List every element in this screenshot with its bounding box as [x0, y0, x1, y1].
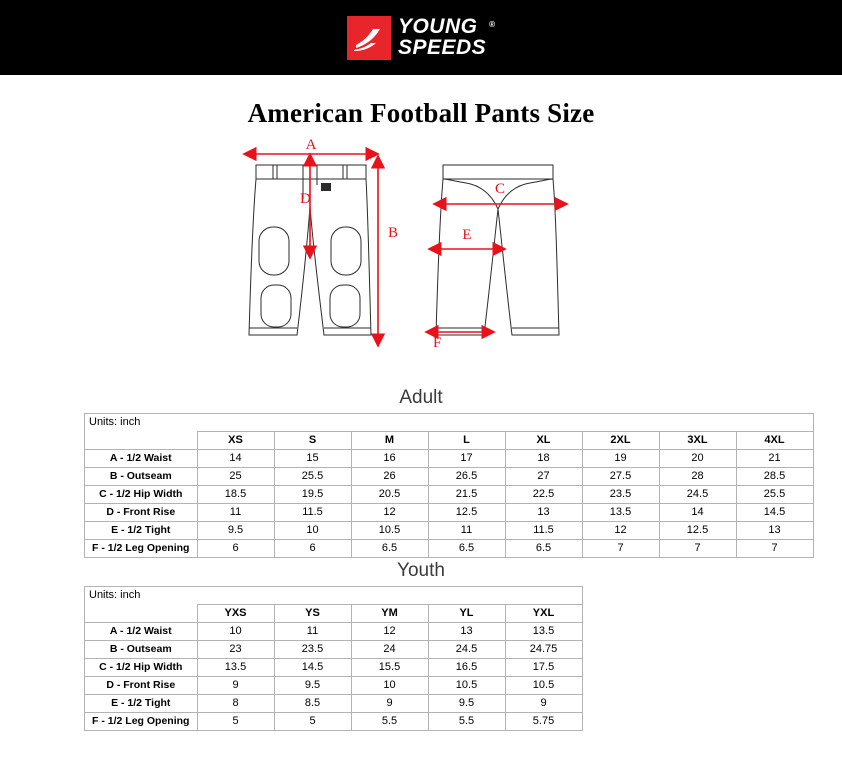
table-cell: 14.5	[736, 504, 813, 522]
header-corner-cell	[85, 432, 198, 450]
column-header: 4XL	[736, 432, 813, 450]
units-row	[85, 414, 814, 432]
table-cell: 10	[274, 522, 351, 540]
table-cell: 9.5	[197, 522, 274, 540]
table-cell: 19.5	[274, 486, 351, 504]
table-cell: 10.5	[505, 677, 582, 695]
column-header: YXS	[197, 605, 274, 623]
units-spacer	[197, 587, 582, 605]
column-header: YM	[351, 605, 428, 623]
table-cell: 12	[582, 522, 659, 540]
table-cell: 5	[274, 713, 351, 731]
table-cell: 7	[582, 540, 659, 558]
table-cell: 11	[428, 522, 505, 540]
column-header: YL	[428, 605, 505, 623]
front-tag-icon	[321, 183, 331, 191]
table-cell: 12.5	[428, 504, 505, 522]
units-spacer	[197, 414, 813, 432]
table-cell: 28	[659, 468, 736, 486]
table-cell: 7	[736, 540, 813, 558]
table-cell: 25.5	[274, 468, 351, 486]
adult-size-table	[84, 413, 814, 558]
table-row	[85, 695, 583, 713]
table-cell: 24	[351, 641, 428, 659]
table-cell: 16	[351, 450, 428, 468]
row-header: F - 1/2 Leg Opening	[85, 540, 198, 558]
column-header: S	[274, 432, 351, 450]
row-header: C - 1/2 Hip Width	[85, 486, 198, 504]
table-cell: 18	[505, 450, 582, 468]
table-row	[85, 623, 583, 641]
table-cell: 10	[197, 623, 274, 641]
table-cell: 15	[274, 450, 351, 468]
table-header-row	[85, 605, 583, 623]
brand-line-2: SPEEDS	[397, 35, 487, 59]
table-row	[85, 677, 583, 695]
table-cell: 5	[197, 713, 274, 731]
table-cell: 27	[505, 468, 582, 486]
site-header	[0, 0, 842, 75]
table-cell: 20.5	[351, 486, 428, 504]
units-label: Units: inch	[85, 414, 198, 432]
table-cell: 13.5	[197, 659, 274, 677]
table-cell: 9.5	[428, 695, 505, 713]
table-cell: 18.5	[197, 486, 274, 504]
table-cell: 26.5	[428, 468, 505, 486]
row-header: E - 1/2 Tight	[85, 522, 198, 540]
table-cell: 6	[274, 540, 351, 558]
column-header: M	[351, 432, 428, 450]
registered-mark: ®	[489, 19, 496, 29]
measure-f-label: F	[433, 335, 442, 351]
table-cell: 11.5	[274, 504, 351, 522]
brand-line-1: YOUNG	[397, 14, 478, 38]
table-cell: 17.5	[505, 659, 582, 677]
table-cell: 24.5	[659, 486, 736, 504]
table-row	[85, 540, 814, 558]
speed-swoosh-icon	[354, 25, 384, 51]
table-cell: 13.5	[582, 504, 659, 522]
table-cell: 8.5	[274, 695, 351, 713]
table-cell: 23.5	[274, 641, 351, 659]
table-cell: 8	[197, 695, 274, 713]
row-header: C - 1/2 Hip Width	[85, 659, 198, 677]
header-corner-cell	[85, 605, 198, 623]
table-cell: 14	[197, 450, 274, 468]
table-cell: 20	[659, 450, 736, 468]
measure-e-label: E	[462, 227, 472, 243]
table-cell: 15.5	[351, 659, 428, 677]
table-cell: 9	[351, 695, 428, 713]
table-cell: 11	[197, 504, 274, 522]
table-cell: 9.5	[274, 677, 351, 695]
row-header: B - Outseam	[85, 468, 198, 486]
measure-a-label: A	[305, 137, 317, 153]
table-cell: 13	[736, 522, 813, 540]
table-row	[85, 468, 814, 486]
column-header: XS	[197, 432, 274, 450]
table-cell: 19	[582, 450, 659, 468]
youth-size-table	[84, 586, 583, 731]
youth-table-wrap	[0, 586, 842, 731]
column-header: YS	[274, 605, 351, 623]
table-cell: 23.5	[582, 486, 659, 504]
table-cell: 28.5	[736, 468, 813, 486]
measure-b-label: B	[388, 225, 399, 241]
row-header: D - Front Rise	[85, 677, 198, 695]
row-header: E - 1/2 Tight	[85, 695, 198, 713]
table-cell: 6.5	[351, 540, 428, 558]
table-cell: 5.75	[505, 713, 582, 731]
column-header: YXL	[505, 605, 582, 623]
table-cell: 22.5	[505, 486, 582, 504]
measure-d-label: D	[300, 191, 311, 207]
table-row	[85, 522, 814, 540]
table-cell: 6.5	[505, 540, 582, 558]
table-row	[85, 641, 583, 659]
table-cell: 25	[197, 468, 274, 486]
table-cell: 14	[659, 504, 736, 522]
table-cell: 24.5	[428, 641, 505, 659]
page-title: American Football Pants Size	[247, 98, 595, 128]
table-cell: 5.5	[428, 713, 505, 731]
adult-section-caption: Adult	[399, 387, 443, 408]
logo-mark-icon	[347, 16, 391, 60]
table-cell: 9	[505, 695, 582, 713]
table-cell: 11.5	[505, 522, 582, 540]
table-header-row	[85, 432, 814, 450]
measure-c-label: C	[494, 181, 506, 197]
table-cell: 10	[351, 677, 428, 695]
brand-wordmark	[397, 14, 487, 59]
row-header: F - 1/2 Leg Opening	[85, 713, 198, 731]
table-row	[85, 659, 583, 677]
table-cell: 24.75	[505, 641, 582, 659]
brand-logo	[347, 16, 495, 60]
table-cell: 13	[428, 623, 505, 641]
table-row	[85, 504, 814, 522]
table-row	[85, 450, 814, 468]
column-header: 2XL	[582, 432, 659, 450]
youth-section-caption: Youth	[397, 560, 445, 581]
table-cell: 16.5	[428, 659, 505, 677]
row-header: B - Outseam	[85, 641, 198, 659]
table-cell: 21	[736, 450, 813, 468]
table-cell: 12.5	[659, 522, 736, 540]
units-label: Units: inch	[85, 587, 198, 605]
table-cell: 26	[351, 468, 428, 486]
row-header: A - 1/2 Waist	[85, 623, 198, 641]
table-cell: 25.5	[736, 486, 813, 504]
table-cell: 5.5	[351, 713, 428, 731]
table-cell: 12	[351, 623, 428, 641]
table-cell: 12	[351, 504, 428, 522]
table-cell: 14.5	[274, 659, 351, 677]
column-header: L	[428, 432, 505, 450]
table-cell: 7	[659, 540, 736, 558]
table-cell: 23	[197, 641, 274, 659]
table-cell: 13.5	[505, 623, 582, 641]
table-cell: 9	[197, 677, 274, 695]
table-cell: 10.5	[428, 677, 505, 695]
row-header: D - Front Rise	[85, 504, 198, 522]
table-cell: 17	[428, 450, 505, 468]
pants-measurement-diagram	[0, 135, 842, 385]
table-cell: 6	[197, 540, 274, 558]
table-cell: 11	[274, 623, 351, 641]
table-cell: 27.5	[582, 468, 659, 486]
table-row	[85, 713, 583, 731]
row-header: A - 1/2 Waist	[85, 450, 198, 468]
table-cell: 13	[505, 504, 582, 522]
table-cell: 21.5	[428, 486, 505, 504]
table-row	[85, 486, 814, 504]
column-header: XL	[505, 432, 582, 450]
table-cell: 10.5	[351, 522, 428, 540]
diagram-svg	[211, 135, 631, 380]
adult-table-wrap	[0, 413, 842, 558]
column-header: 3XL	[659, 432, 736, 450]
table-cell: 6.5	[428, 540, 505, 558]
units-row	[85, 587, 583, 605]
